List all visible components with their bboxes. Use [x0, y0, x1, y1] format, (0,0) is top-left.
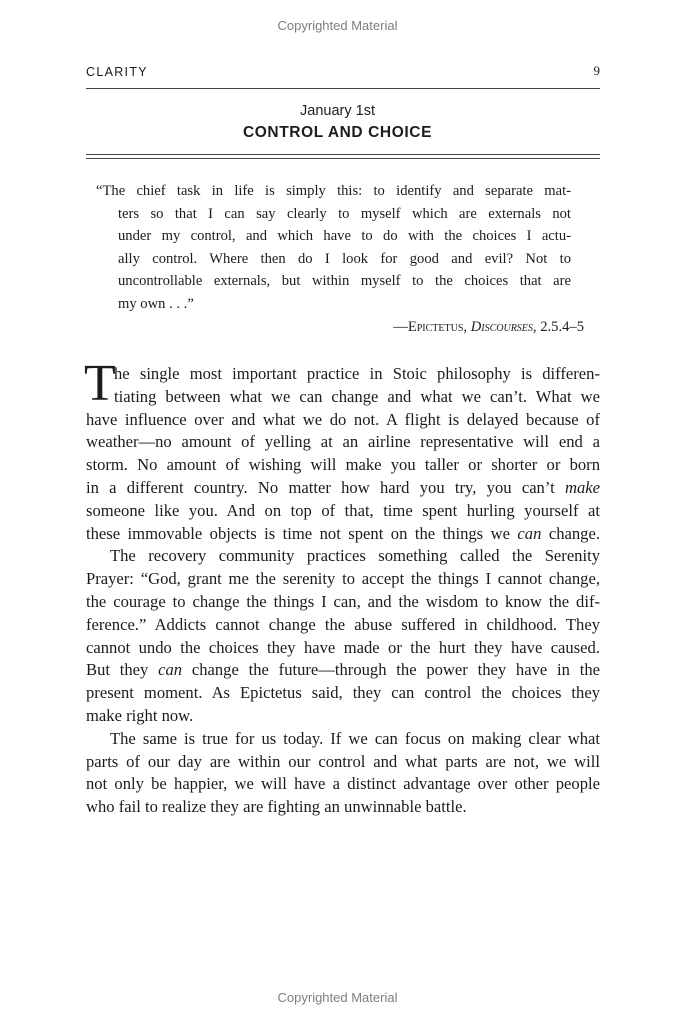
body-line: these immovable objects is time not spent on the things we can change.	[86, 523, 600, 543]
body-line: the courage to change the things I can, and the wisdom to know the dif-	[86, 591, 600, 611]
body-line: someone like you. And on top of that, time spent hurling yourself at	[86, 500, 600, 520]
drop-cap: T	[84, 355, 116, 412]
entry-title: CONTROL AND CHOICE	[242, 124, 433, 141]
attribution-reference: , 2.5.4–5	[532, 319, 584, 335]
body-text	[84, 355, 600, 819]
body-line: have influence over and what we do not. A flight is delayed because of	[86, 409, 600, 429]
body-line: weather—no amount of yelling at an airline representative will end a	[86, 432, 600, 452]
page-number: 9	[593, 63, 600, 78]
emphasis: can	[517, 523, 542, 543]
epigraph-line: ters so that I can say clearly to myself which are externals not	[118, 205, 571, 222]
section-name: CLARITY	[86, 65, 148, 79]
body-line: storm. No amount of wishing will make you taller or shorter or born	[86, 455, 600, 475]
emphasis: can	[158, 660, 183, 680]
body-line: present moment. As Epictetus said, they can control the choices they	[86, 683, 600, 703]
emphasis: make	[564, 477, 600, 497]
entry-date: January 1st	[300, 103, 375, 119]
epigraph-attribution: —Epictetus, Discourses, 2.5.4–5	[393, 319, 584, 335]
body-line: make right now.	[86, 705, 194, 725]
watermark-top: Copyrighted Material	[277, 18, 398, 33]
attribution-author: Epictetus	[407, 319, 464, 335]
body-line: parts of our day are within our control and what parts are not, we will	[86, 751, 600, 771]
epigraph-line: uncontrollable externals, but within myself to the choices that are	[118, 273, 571, 290]
watermark-bottom: Copyrighted Material	[277, 990, 398, 1005]
header-rule	[86, 88, 600, 89]
body-line: Prayer: “God, grant me the serenity to accept the things I cannot change,	[86, 569, 600, 589]
attribution-work: Discourses	[470, 319, 533, 335]
body-line: tiating between what we can change and what we can’t. What we	[114, 386, 600, 406]
running-head	[86, 63, 600, 83]
attribution-dash: —	[393, 319, 408, 335]
epigraph-line: under my control, and which have to do with the choices I actu-	[118, 228, 571, 245]
title-rule-upper	[86, 154, 600, 155]
epigraph-line: ally control. Where then do I look for good and evil? Not to	[118, 250, 571, 267]
body-line: The recovery community practices something called the Serenity	[110, 546, 600, 566]
body-line: who fail to realize they are fighting an unwinnable battle.	[86, 797, 467, 817]
epigraph-line: my own . . .”	[118, 295, 194, 312]
epigraph-line: “The chief task in life is simply this: to identify and separate mat-	[96, 183, 571, 199]
body-line: not only be happier, we will have a distinct advantage over other people	[86, 774, 600, 794]
title-rule-lower	[86, 158, 600, 159]
body-line: But they can change the future—through the power they have in the	[86, 660, 600, 680]
body-line: The same is true for us today. If we can focus on making clear what	[110, 728, 600, 748]
body-line: ference.” Addicts cannot change the abuse suffered in childhood. They	[86, 614, 600, 634]
body-line: he single most important practice in Stoic philosophy is differen-	[114, 364, 600, 383]
body-line: in a different country. No matter how hard you try, you can’t make	[86, 477, 600, 497]
body-line: cannot undo the choices they have made or the hurt they have caused.	[86, 637, 600, 657]
epigraph-quote	[96, 180, 571, 316]
